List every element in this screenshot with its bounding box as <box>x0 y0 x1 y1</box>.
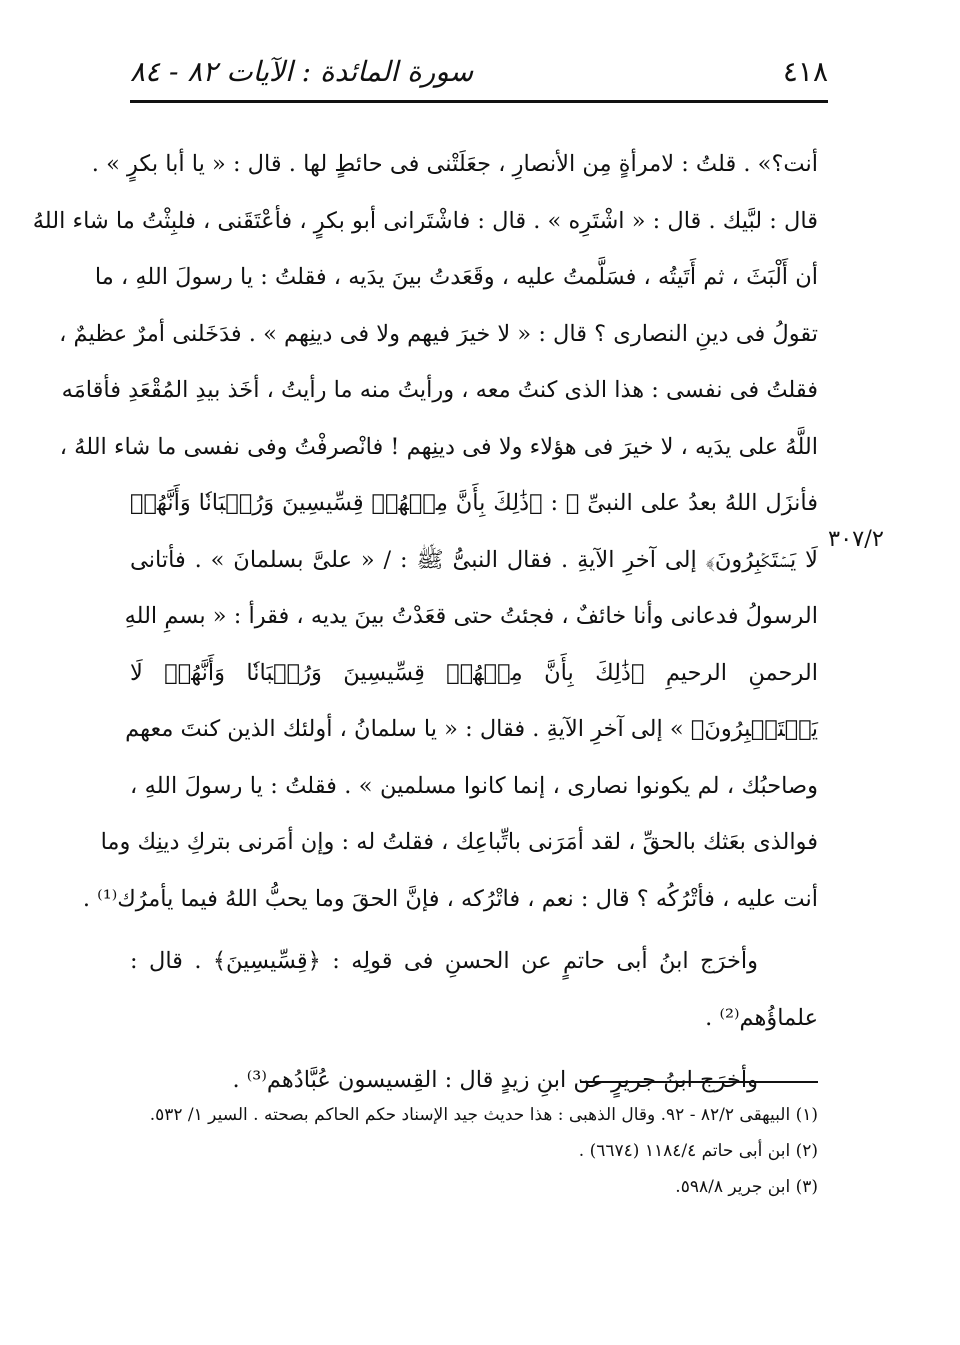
text-line: فوالذى بعَثك بالحقِّ ، لقد أمَرَنى باتِّباعِك ، فقلتُ له : وإن أمَرنى بتركِ دينِك وما <box>100 829 818 855</box>
footnote: (٣) ابن جرير ٥٩٨/٨. <box>675 1177 818 1197</box>
text-line: قال : لبَّيك . قال : « اشْتَرِه » . قال : فاشْتَرانى أبو بكرٍ ، فأعْتَقَنى ، فلبِثْتُ ما شاء اللهُ <box>32 207 818 234</box>
text-line: علماؤُهم⁽²⁾ . <box>705 1004 818 1031</box>
text-line: فقلتُ فى نفسى : هذا الذى كنتُ معه ، ورأيتُ منه ما رأيتُ ، أخَذ بيدِ المُقْعَدِ فأقامَه <box>61 377 818 403</box>
page-number: ٤١٨ <box>782 55 828 88</box>
text-line: الرحمنِ الرحيمِ ﴿ذَٰلِكَ بِأَنَّ مِنۡهُمۡ قِسِّيسِينَ وَرُهۡبَانٗا وَأَنَّهُمۡ لَا <box>130 659 818 686</box>
text-line: يَسۡتَكۡبِرُونَ﴾ » إلى آخرِ الآيةِ . فقال : « يا سلمانُ ، أولئك الذين كنتَ معهم <box>125 716 818 742</box>
text-line: الرسولُ فدعانى وأنا خائفٌ ، فجئتُ حتى قعَدْتُ بينَ يديه ، فقرأ : « بسمِ اللهِ <box>124 603 818 629</box>
main-text <box>32 136 818 1109</box>
text-line: أنت؟» . قلتُ : لامرأةٍ مِن الأنصارِ ، جعَلَتْنى فى حائطٍ لها . قال : « يا أبا بكرٍ » . <box>91 151 818 177</box>
text-line: أن أَلْبَثَ ، ثم أَتَيتُه ، فسَلَّمتُ عليه ، وقَعَدتُ بينَ يدَيه ، فقلتُ : يا رسولَ اللهِ ، ما <box>94 264 818 290</box>
text-line: وأخرَج ابنُ أبى حاتمٍ عن الحسنِ فى قولِه : ﴿قِسِّيسِينَ﴾ . قال : <box>130 948 758 974</box>
text-line: تقولُ فى دينِ النصارى ؟ قال : « لا خيرَ فيهم ولا فى دينِهم » . فدَخَلنى أمرٌ عظيمٌ ، <box>59 320 818 347</box>
margin-reference: ٣٠٧/٢ <box>828 526 884 552</box>
footnote-rule <box>580 1081 818 1083</box>
running-title: سورة المائدة : الآيات ٨٢ - ٨٤ <box>130 55 474 88</box>
text-line: أنت عليه ، فأتْرُكُه ؟ قال : نعم ، فاتْرُكه ، فإنَّ الحقَ وما يحبُّ اللهُ فيما يأمرُك⁽¹⁾ . <box>82 885 818 912</box>
text-line: وأخرَج ابنُ جريرٍ عن ابنِ زيدٍ قال : القِسيسون عُبَّادُهم⁽³⁾ . <box>232 1067 758 1093</box>
text-line: اللَّهُ على يدَيه ، لا خيرَ فى هؤلاء ولا فى دينِهم ! فانْصرفْتُ وفى نفسى ما شاء اللهُ ، <box>59 433 818 460</box>
text-line: وصاحبُك ، لم يكونوا نصارى ، إنما كانوا مسلمين » . فقلتُ : يا رسولَ اللهِ ، <box>130 772 818 799</box>
text-line: لَا يَسۡتَكۡبِرُونَ﴾ إلى آخرِ الآيةِ . فقال النبىُّ ﷺ : / « علىَّ بسلمانَ » . فأتانى <box>130 546 818 573</box>
text-line: فأنزَل اللهُ بعدُ على النبىِّ ﷺ : ﴿ذَٰلِكَ بِأَنَّ مِنۡهُمۡ قِسِّيسِينَ وَرُهۡبَانٗا وَأَنَّهُمۡ <box>130 490 818 516</box>
footnote: (١) البيهقى ٨٢/٢ - ٩٢. وقال الذهبى : هذا حديث جيد الإسناد حكم الحاكم بصحته . السير ١/ ٥٣٢. <box>149 1105 818 1125</box>
page-header <box>130 52 828 100</box>
footnote: (٢) ابن أبى حاتم ١١٨٤/٤ (٦٦٧٤) . <box>578 1141 818 1161</box>
footnotes <box>130 1097 818 1205</box>
header-rule <box>130 100 828 103</box>
